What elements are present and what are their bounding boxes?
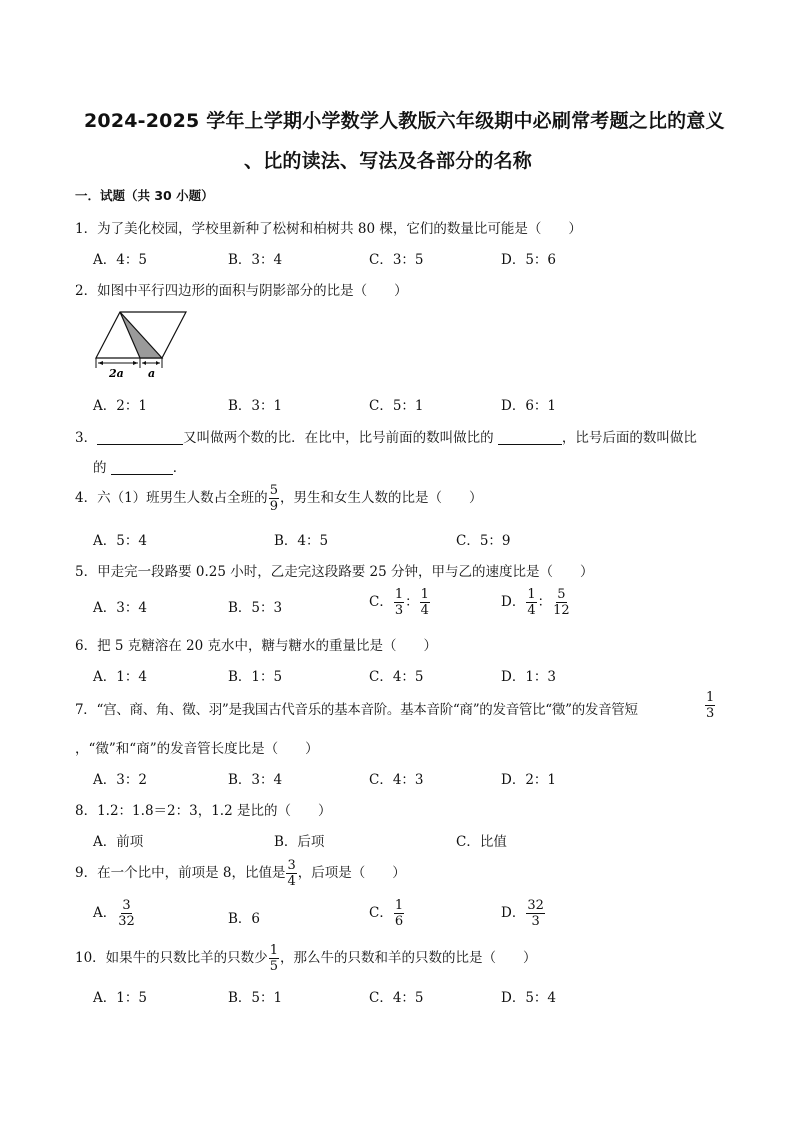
q10-fraction bbox=[269, 943, 279, 974]
q10-frac-den: 5 bbox=[269, 959, 278, 974]
q2-option-c: C．5：1 bbox=[369, 398, 424, 414]
question-7-line-1: 7．“宫、商、角、徵、羽”是我国古代音乐的基本音阶。基本音阶“商”的发音管比“徵”的发音管短 bbox=[75, 702, 638, 718]
q9-d-den: 3 bbox=[531, 914, 540, 929]
q3-blank-3[interactable] bbox=[111, 460, 173, 475]
q10-option-c: C．4：5 bbox=[369, 990, 424, 1006]
question-3-line-1 bbox=[75, 426, 697, 446]
q3-text-c: 的 bbox=[93, 460, 107, 476]
question-1: 1．为了美化校园，学校里新种了松树和柏树共 80 棵，它们的数量比可能是（ ） bbox=[75, 221, 582, 237]
question-8: 8．1.2：1.8＝2：3，1.2 是比的（ ） bbox=[75, 803, 332, 819]
q10-option-d: D．5：4 bbox=[501, 990, 557, 1006]
q9-option-a bbox=[93, 898, 137, 929]
question-3-line-2 bbox=[93, 456, 186, 476]
q3-text-d: ． bbox=[172, 460, 187, 476]
q3-number: 3． bbox=[75, 430, 98, 446]
q5-d-n2: 5 bbox=[557, 587, 566, 602]
q7-option-b: B．3：4 bbox=[228, 772, 283, 788]
q6-option-b: B．1：5 bbox=[228, 669, 283, 685]
q1-option-b: B．3：4 bbox=[228, 252, 283, 268]
q8-option-b: B．后项 bbox=[274, 834, 325, 850]
q9-frac-num: 3 bbox=[287, 858, 296, 873]
q4-text-post: ，男生和女生人数的比是（ ） bbox=[279, 490, 483, 506]
q9-d-label: D． bbox=[501, 905, 526, 921]
q4-frac-den: 9 bbox=[269, 499, 278, 514]
q4-fraction bbox=[269, 483, 279, 514]
q9-text-pre: 9．在一个比中，前项是 8，比值是 bbox=[75, 865, 286, 881]
q4-option-b: B．4：5 bbox=[274, 533, 329, 549]
q7-option-c: C．4：3 bbox=[369, 772, 424, 788]
q9-a-label: A． bbox=[93, 905, 117, 921]
q5-c-n1: 1 bbox=[394, 587, 404, 602]
page-title-line-2: 、比的读法、写法及各部分的名称 bbox=[244, 150, 533, 172]
q10-option-b: B．5：1 bbox=[228, 990, 283, 1006]
q8-option-c: C．比值 bbox=[456, 834, 507, 850]
q4-text-pre: 4．六（1）班男生人数占全班的 bbox=[75, 490, 268, 506]
q5-d-sep: ： bbox=[537, 594, 552, 610]
q9-a-den: 32 bbox=[118, 914, 135, 929]
q8-option-a: A．前项 bbox=[93, 834, 144, 850]
question-5: 5．甲走完一段路要 0.25 小时，乙走完这段路要 25 分钟，甲与乙的速度比是（ ） bbox=[75, 564, 594, 580]
q1-option-a: A．4：5 bbox=[93, 252, 147, 268]
q5-c-d1: 3 bbox=[394, 603, 404, 618]
q9-c-num: 1 bbox=[394, 898, 404, 913]
q5-d-d2: 12 bbox=[553, 603, 570, 618]
q9-text-post: ，后项是（ ） bbox=[297, 865, 406, 881]
q5-c-frac-1 bbox=[394, 587, 404, 618]
q7-option-d: D．2：1 bbox=[501, 772, 557, 788]
question-9 bbox=[75, 858, 406, 889]
page-title-line-1: 2024-2025 学年上学期小学数学人教版六年级期中必刷常考题之比的意义 bbox=[84, 110, 725, 132]
q5-option-d bbox=[501, 587, 572, 618]
q5-option-b: B．5：3 bbox=[228, 600, 283, 616]
q5-d-frac-1 bbox=[526, 587, 536, 618]
q7-frac-den: 3 bbox=[706, 706, 715, 721]
q4-option-a: A．5：4 bbox=[93, 533, 147, 549]
question-6: 6．把 5 克糖溶在 20 克水中，糖与糖水的重量比是（ ） bbox=[75, 638, 438, 654]
q6-option-d: D．1：3 bbox=[501, 669, 557, 685]
q5-c-sep: ： bbox=[405, 594, 419, 610]
q2-option-d: D．6：1 bbox=[501, 398, 557, 414]
section-heading: 一．试题（共 30 小题） bbox=[75, 188, 214, 203]
q10-option-a: A．1：5 bbox=[93, 990, 147, 1006]
q5-c-frac-2 bbox=[420, 587, 430, 618]
q3-blank-1[interactable] bbox=[97, 430, 183, 445]
q10-frac-num: 1 bbox=[269, 943, 278, 958]
q9-option-d bbox=[501, 898, 546, 929]
q1-option-d: D．5：6 bbox=[501, 252, 557, 268]
q7-frac-num: 1 bbox=[706, 690, 715, 705]
q5-c-n2: 1 bbox=[420, 587, 429, 602]
q4-frac-num: 5 bbox=[269, 483, 278, 498]
q4-option-c: C．5：9 bbox=[456, 533, 511, 549]
question-7-line-2: ，“徵”和“商”的发音管长度比是（ ） bbox=[75, 741, 319, 757]
question-2: 2．如图中平行四边形的面积与阴影部分的比是（ ） bbox=[75, 283, 408, 299]
label-2a: 2a bbox=[109, 367, 124, 380]
question-4 bbox=[75, 483, 482, 514]
q9-c-den: 6 bbox=[394, 914, 404, 929]
q10-text-pre: 10．如果牛的只数比羊的只数少 bbox=[75, 950, 268, 966]
q6-option-c: C．4：5 bbox=[369, 669, 424, 685]
label-a: a bbox=[148, 367, 156, 380]
q5-d-frac-2 bbox=[552, 587, 571, 618]
q9-option-b: B．6 bbox=[228, 911, 261, 927]
q9-option-c bbox=[369, 898, 405, 929]
parallelogram-figure bbox=[88, 306, 192, 382]
q7-fraction bbox=[704, 690, 716, 721]
q5-c-d2: 4 bbox=[420, 603, 429, 618]
q5-option-c bbox=[369, 587, 431, 618]
q6-option-a: A．1：4 bbox=[93, 669, 147, 685]
q9-fraction bbox=[286, 858, 296, 889]
q5-d-d1: 4 bbox=[527, 603, 536, 618]
q9-c-label: C． bbox=[369, 905, 393, 921]
q2-option-b: B．3：1 bbox=[228, 398, 283, 414]
q3-text-a: 又叫做两个数的比．在比中，比号前面的数叫做比的 bbox=[183, 430, 494, 446]
question-10 bbox=[75, 943, 536, 974]
q5-d-label: D． bbox=[501, 594, 526, 610]
q7-option-a: A．3：2 bbox=[93, 772, 147, 788]
q1-option-c: C．3：5 bbox=[369, 252, 424, 268]
q2-option-a: A．2：1 bbox=[93, 398, 147, 414]
q5-d-n1: 1 bbox=[527, 587, 536, 602]
q9-d-num: 32 bbox=[527, 898, 544, 913]
q9-frac-den: 4 bbox=[287, 874, 296, 889]
q9-a-num: 3 bbox=[122, 898, 131, 913]
q5-c-label: C． bbox=[369, 594, 393, 610]
q3-text-b: ，比号后面的数叫做比 bbox=[561, 430, 697, 446]
q10-text-post: ，那么牛的只数和羊的只数的比是（ ） bbox=[279, 950, 537, 966]
q5-option-a: A．3：4 bbox=[93, 600, 147, 616]
q3-blank-2[interactable] bbox=[498, 430, 562, 445]
